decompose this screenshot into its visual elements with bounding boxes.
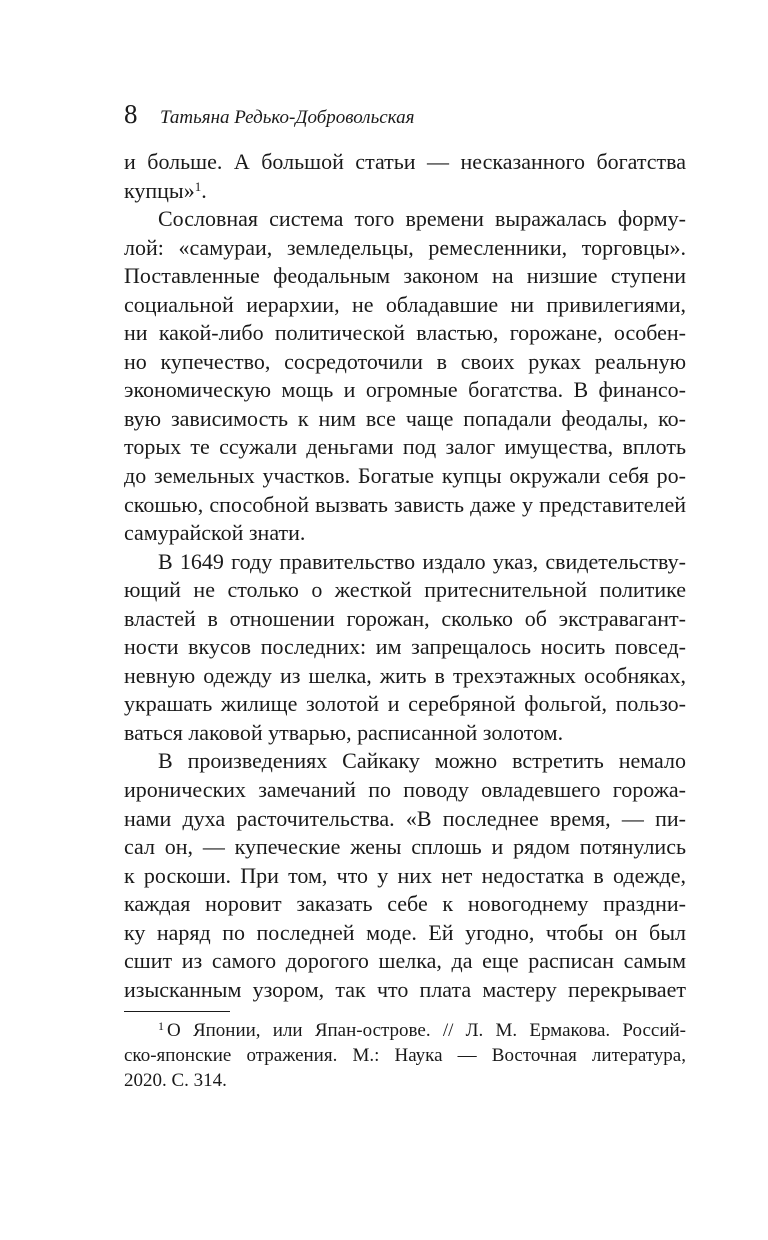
page-number: 8: [124, 99, 138, 129]
paragraph-2: [124, 205, 686, 548]
text-line: каждая норовит заказать себе к новогоднему праздни-: [124, 891, 686, 917]
text-line: ющий не столько о жесткой притеснительной политике: [124, 577, 686, 603]
footnote-separator: [124, 1011, 230, 1012]
footnote-line: ско-японские отражения. М.: Наука — Восточная литература,: [124, 1045, 686, 1066]
text-line: торых те ссужали деньгами под залог имущества, вплоть: [124, 434, 686, 460]
text-line: невную одежду из шелка, жить в трехэтажных особняках,: [124, 662, 686, 688]
text-line: до земельных участков. Богатые купцы окружали себя ро-: [124, 463, 686, 489]
text-line: Поставленные феодальным законом на низшие ступени: [124, 263, 686, 289]
text-line: самурайской знати.: [124, 520, 306, 546]
text-line: [124, 177, 686, 206]
text-line: нами духа расточительства. «В последнее время, — пи-: [124, 805, 686, 831]
main-text: [124, 148, 686, 1004]
text-line: скошью, способной вызвать зависть даже у представителей: [124, 491, 686, 517]
text-line: и больше. А большой статьи — несказанного богатства: [124, 149, 686, 174]
footnote-reference[interactable]: 1: [194, 178, 202, 194]
text-line: иронических замечаний по поводу овладевшего горожа-: [124, 777, 686, 803]
footnote-line-content: О Японии, или Япан-острове. // Л. М. Ермакова. Россий-: [167, 1020, 686, 1041]
footnote-line: 2020. С. 314.: [124, 1070, 227, 1091]
text-line: В произведениях Сайкаку можно встретить немало: [158, 748, 686, 774]
paragraph-3: [124, 548, 686, 748]
text-line: украшать жилище золотой и серебряной фольгой, пользо-: [124, 691, 686, 717]
text-line: властей в отношении горожан, сколько об экстравагант-: [124, 605, 686, 631]
text-line-content: купцы»: [124, 177, 195, 203]
text-line: В 1649 году правительство издало указ, свидетельству-: [158, 548, 686, 574]
text-line: ваться лаковой утварью, расписанной золотом.: [124, 719, 564, 745]
text-line: ности вкусов последних: им запрещалось носить повсед-: [124, 634, 686, 660]
paragraph-4: [124, 747, 686, 1004]
text-line: Сословная система того времени выражалась форму-: [158, 206, 686, 232]
text-line: сшит из самого дорогого шелка, да еще расписан самым: [124, 948, 686, 974]
text-line: социальной иерархии, не обладавшие ни привилегиями,: [124, 291, 686, 317]
paragraph-1: [124, 148, 686, 205]
running-title: Татьяна Редько-Добровольская: [160, 107, 415, 128]
text-line: экономическую мощь и огромные богатства. В финансо-: [124, 377, 686, 403]
text-line: сал он, — купеческие жены сплошь и рядом потянулись: [124, 834, 686, 860]
footnote-line: [124, 1018, 686, 1043]
text-line: но купечество, сосредоточили в своих руках реальную: [124, 348, 686, 374]
text-line: ку наряд по последней моде. Ей угодно, чтобы он был: [124, 919, 686, 945]
text-line: изысканным узором, так что плата мастеру перекрывает: [124, 976, 686, 1002]
text-line: лой: «самураи, земледельцы, ремесленники, торговцы».: [124, 234, 686, 260]
footnote-mark: 1: [158, 1019, 164, 1033]
text-line: к роскоши. При том, что у них нет недостатка в одежде,: [124, 862, 686, 888]
text-line-tail: .: [201, 177, 207, 203]
text-line: вую зависимость к ним все чаще попадали феодалы, ко-: [124, 405, 686, 431]
footnote-1: [124, 1018, 686, 1093]
text-line: ни какой-либо политической властью, горожане, особен-: [124, 320, 686, 346]
